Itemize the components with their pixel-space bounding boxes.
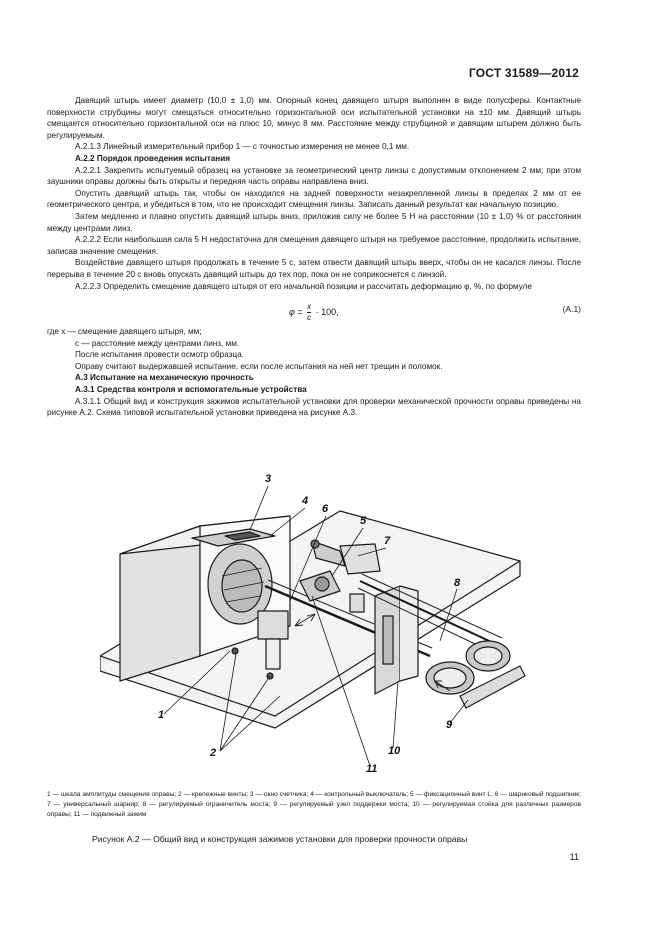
paragraph: А.2.2.1 Закрепить испытуемый образец на установке за геометрический центр линзы с допустимым отклонением 2 мм; при этом заушники оправы должны быть открыты и передняя часть оправы направлена вниз. xyxy=(47,165,581,187)
figure-label-1: 1 xyxy=(158,709,165,721)
paragraph: Опустить давящий штырь так, чтобы он находился на задней поверхности незакрепленной линзы в пределах 2 мм от ее геометрического центра, и убедиться в том, что не происходит смещения линзы. Записать данный результат как начальную позицию. xyxy=(47,188,581,210)
figure-label-7: 7 xyxy=(384,535,391,547)
bearing-block xyxy=(258,611,288,639)
document-body xyxy=(47,95,581,419)
figure-label-5: 5 xyxy=(360,515,367,527)
fastening-screw-b xyxy=(232,648,238,654)
formula-expression xyxy=(289,302,339,323)
paragraph: А.2.1.3 Линейный измерительный прибор 1 — с точностью измерения не менее 0,1 мм. xyxy=(75,142,410,152)
paragraph: После испытания провести осмотр образца. xyxy=(75,350,244,360)
figure-label-4: 4 xyxy=(302,495,309,507)
formula-number: (А.1) xyxy=(562,304,581,315)
figure-legend: 1 — шкала амплитуды смещения оправы; 2 — крепежные винты; 3 — окно счетчика; 4 — контрольный выключатель; 5 — фиксационный винт L; 6 — шариковый подшипник; 7 — универсальный шарнир; 8 — регулируемый ограничитель моста; 9 — регулируемый узел поддержки моста; 10 — регулируемая стойка для различных размеров оправы; 11 — подвижный зажим xyxy=(47,791,581,818)
page-number: 11 xyxy=(569,852,579,862)
figure-label-6: 6 xyxy=(322,503,329,515)
paragraph: Воздействие давящего штыря продолжать в течение 5 с, затем отвести давящий штырь вверх, чтобы он не касался линзы. После перерыва в течение 20 с вновь опускать давящий штырь до тех пор, пока он не соприкоснется с линзой. xyxy=(47,258,581,279)
figure-label-8: 8 xyxy=(454,577,461,589)
paragraph: Давящий штырь имеет диаметр (10,0 ± 1,0) мм. Опорный конец давящего штыря выполнен в виде полусферы. Контактные поверхности струбцины могут смещаться относительно горизонтальной оси испытательной установки на ±10 мм. Давящий штырь смещается относительно горизонтальной оси на плюс 10, минус 8 мм. Расстояние между струбциной и давящим штырем должно быть регулируемым. xyxy=(47,96,581,140)
paragraph: А.2.2.2 Если наибольшая сила 5 Н недостаточна для смещения давящего штыря на требуемое расстояние, продолжить испытание, записав значение смещения. xyxy=(47,235,581,256)
text-block-2 xyxy=(47,326,581,419)
formula-a1 xyxy=(47,294,581,322)
paragraph: А.2.2 Порядок проведения испытания xyxy=(75,153,231,163)
text-block-1 xyxy=(47,95,581,292)
paragraph: Затем медленно и плавно опустить давящий штырь вниз, приложив силу не более 5 Н на расстоянии (10 ± 1,0) % от расстояния между центрами линз. xyxy=(47,211,581,233)
paragraph: Оправу считают выдержавшей испытание, если после испытания на ней нет трещин и поломок. xyxy=(75,361,443,371)
standard-number: ГОСТ 31589—2012 xyxy=(468,66,579,80)
paragraph: где x — смещение давящего штыря, мм; xyxy=(47,327,202,337)
formula-fraction xyxy=(307,302,311,323)
paragraph: А.3.1.1 Общий вид и конструкция зажимов испытательной установки для проверки механической прочности оправы приведены на рисунке А.2. Схема типовой испытательной установки приведена на рисунке А.3. xyxy=(47,396,581,418)
figure-a2-drawing xyxy=(100,466,540,784)
paragraph: c — расстояние между центрами линз, мм. xyxy=(75,338,240,348)
figure-label-3: 3 xyxy=(265,473,272,485)
figure-label-2: 2 xyxy=(210,747,217,759)
figure-label-9: 9 xyxy=(446,719,453,731)
figure-label-11: 11 xyxy=(366,763,378,775)
formula-denominator: c xyxy=(307,313,312,323)
formula-lhs: φ = xyxy=(289,306,303,317)
formula-rhs: · 100, xyxy=(315,306,339,317)
paragraph: А.3 Испытание на механическую прочность xyxy=(75,373,254,383)
paragraph: А.3.1 Средства контроля и вспомогательные устройства xyxy=(75,385,307,395)
figure-label-10: 10 xyxy=(388,745,401,757)
figure-caption: Рисунок А.2 — Общий вид и конструкция зажимов установки для проверки прочности оправы xyxy=(92,834,468,844)
paragraph: А.2.2.3 Определить смещение давящего штыря от его начальной позиции и рассчитать деформацию φ, %, по формуле xyxy=(75,281,532,291)
formula-numerator: x xyxy=(307,302,312,312)
